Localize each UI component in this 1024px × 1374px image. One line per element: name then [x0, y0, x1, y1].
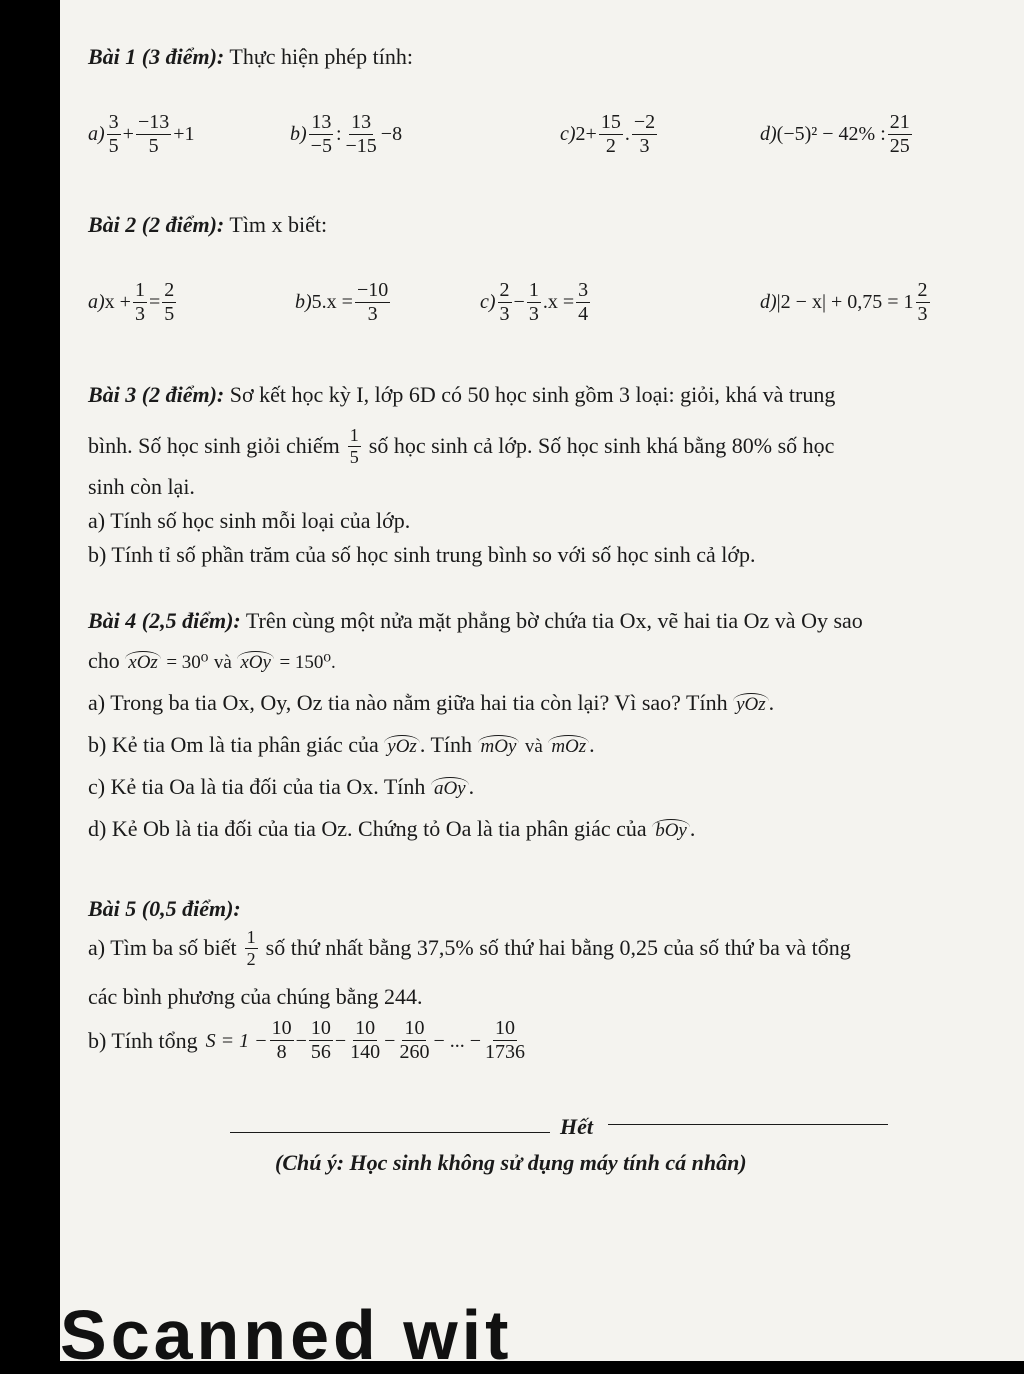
b2-d: d) |2 − x| + 0,75 = 1 $\frac{2}{3}$	[760, 279, 928, 325]
frac: $\frac{10}{140}$	[350, 1017, 381, 1063]
b5-question-a: a) Tìm ba số biết $\frac{1}{2}$ số thứ nhất bằng 37,5% số thứ hai bằng 0,25 của số thứ ba và tổng	[88, 927, 851, 969]
angle-xoy: xOy	[237, 651, 274, 672]
b1-c: c) 2+ $\frac{15}{2}$ . $\frac{-2}{3}$	[560, 111, 656, 157]
angle-xoz: xOz	[125, 651, 161, 672]
frac: $\frac{10}{56}$	[310, 1017, 331, 1063]
b4-v2: = 150⁰.	[279, 652, 336, 673]
b3-line3: sinh còn lại.	[88, 474, 195, 499]
sum-fractions	[268, 1018, 434, 1063]
b1-d: d) (−5)² − 42% : $\frac{21}{25}$	[760, 111, 910, 157]
b4-va: và	[213, 652, 232, 673]
angle-moz: mOz	[548, 735, 589, 756]
minus-sign: −	[384, 1029, 396, 1052]
b3-line1-text: Sơ kết học kỳ I, lớp 6D có 50 học sinh gồm 3 loại: giỏi, khá và trung	[229, 382, 836, 407]
frac: $\frac{1}{3}$	[134, 279, 145, 325]
frac: $\frac{21}{25}$	[889, 111, 910, 157]
frac: $\frac{10}{260}$	[399, 1017, 430, 1063]
frac: $\frac{-2}{3}$	[633, 111, 656, 157]
b1-a: a) $\frac{3}{5}$ + $\frac{-13}{5}$ +1	[88, 111, 195, 157]
b4-question-c: c) Kẻ tia Oa là tia đối của tia Ox. Tính aOy .	[88, 774, 475, 799]
b4-question-b: b) Kẻ tia Om là tia phân giác của yOz . Tính mOy và mOz .	[88, 732, 595, 757]
minus-sign: −	[295, 1029, 307, 1052]
frac: $\frac{3}{5}$	[108, 111, 119, 157]
angle-moy: mOy	[478, 735, 520, 756]
frac: $\frac{10}{8}$	[271, 1017, 292, 1063]
b4-line1-text: Trên cùng một nửa mặt phẳng bờ chứa tia Ox, vẽ hai tia Oz và Oy sao	[245, 608, 863, 633]
b1-title: Bài 1 (3 điểm):	[88, 44, 225, 69]
b1-header	[88, 46, 413, 68]
b4-v1: = 30⁰	[166, 652, 209, 673]
b3-line2	[88, 426, 834, 467]
frac: $\frac{15}{2}$	[600, 111, 621, 157]
b2-title: Bài 2 (2 điểm):	[88, 212, 225, 237]
frac: $\frac{13}{-15}$	[345, 111, 377, 157]
b2-text: Tìm x biết:	[229, 212, 328, 237]
scan-watermark: Scanned wit	[60, 1296, 513, 1374]
frac: $\frac{1}{2}$	[246, 927, 256, 969]
b4-line1	[88, 610, 863, 632]
frac: $\frac{10}{1736}$	[485, 1017, 525, 1063]
frac: $\frac{2}{3}$	[917, 279, 928, 325]
frac: $\frac{2}{3}$	[499, 279, 510, 325]
b2-c: c) $\frac{2}{3}$ − $\frac{1}{3}$ .x = $\frac{3}{4}$	[480, 279, 589, 325]
divider-left	[230, 1132, 550, 1133]
frac: $\frac{1}{3}$	[528, 279, 539, 325]
b3-title: Bài 3 (2 điểm):	[88, 382, 225, 407]
b3-question-b: b) Tính tỉ số phần trăm của số học sinh trung bình so với số học sinh cả lớp.	[88, 542, 756, 567]
angle-aoy: aOy	[431, 777, 469, 798]
b5-question-a-line2: các bình phương của chúng bằng 244.	[88, 984, 423, 1009]
frac: $\frac{3}{4}$	[578, 279, 589, 325]
b2-b-label: b)	[295, 291, 312, 313]
b1-b-label: b)	[290, 123, 307, 145]
divider-right	[608, 1124, 888, 1125]
b1-b: b) $\frac{13}{-5}$ : $\frac{13}{-15}$ −8	[290, 111, 403, 157]
frac: $\frac{-13}{5}$	[137, 111, 170, 157]
b4-question-d: d) Kẻ Ob là tia đối của tia Oz. Chứng tỏ Oa là tia phân giác của bOy .	[88, 816, 696, 841]
b4-title: Bài 4 (2,5 điểm):	[88, 608, 241, 633]
b4-cho: cho	[88, 648, 120, 673]
b1-c-label: c)	[560, 123, 576, 145]
b5-question-b: b) Tính tổng S = 1 − $\frac{10}{8}$ − $\frac{10}{56}$ − $\frac{10}{140}$ − $\frac{10}{260}$ − ... − $\frac{10}{1736}$	[88, 1017, 525, 1063]
b2-d-label: d)	[760, 291, 777, 313]
b2-b: b) 5.x = $\frac{-10}{3}$	[295, 279, 389, 325]
b3-line2b: số học sinh cả lớp. Số học sinh khá bằng 80% số học	[368, 433, 835, 459]
b5-title: Bài 5 (0,5 điểm):	[88, 896, 241, 921]
b3-question-a: a) Tính số học sinh mỗi loại của lớp.	[88, 508, 411, 533]
end-mark: Hết	[560, 1114, 593, 1139]
b2-a-label: a)	[88, 291, 105, 313]
angle-yoz: yOz	[733, 693, 769, 714]
minus-sign: −	[334, 1029, 347, 1052]
frac: $\frac{2}{5}$	[164, 279, 175, 325]
b4-question-a: a) Trong ba tia Ox, Oy, Oz tia nào nằm giữa hai tia còn lại? Vì sao? Tính yOz .	[88, 690, 775, 715]
exam-paper	[60, 0, 1024, 1361]
frac: $\frac{-10}{3}$	[356, 279, 389, 325]
frac: $\frac{13}{-5}$	[310, 111, 332, 157]
b2-a: a) x + $\frac{1}{3}$ = $\frac{2}{5}$	[88, 279, 175, 325]
angle-boy: bOy	[652, 819, 690, 840]
frac: $\frac{1}{5}$	[349, 425, 359, 467]
angle-yoz: yOz	[384, 735, 420, 756]
note: (Chú ý: Học sinh không sử dụng máy tính cá nhân)	[275, 1150, 747, 1175]
b1-d-label: d)	[760, 123, 777, 145]
b2-header	[88, 214, 327, 236]
b2-c-label: c)	[480, 291, 496, 313]
b3-line1	[88, 384, 835, 406]
b1-text: Thực hiện phép tính:	[229, 44, 413, 69]
b1-a-label: a)	[88, 123, 105, 145]
b4-line2	[88, 650, 336, 672]
b3-line2a: bình. Số học sinh giỏi chiếm	[88, 433, 340, 459]
